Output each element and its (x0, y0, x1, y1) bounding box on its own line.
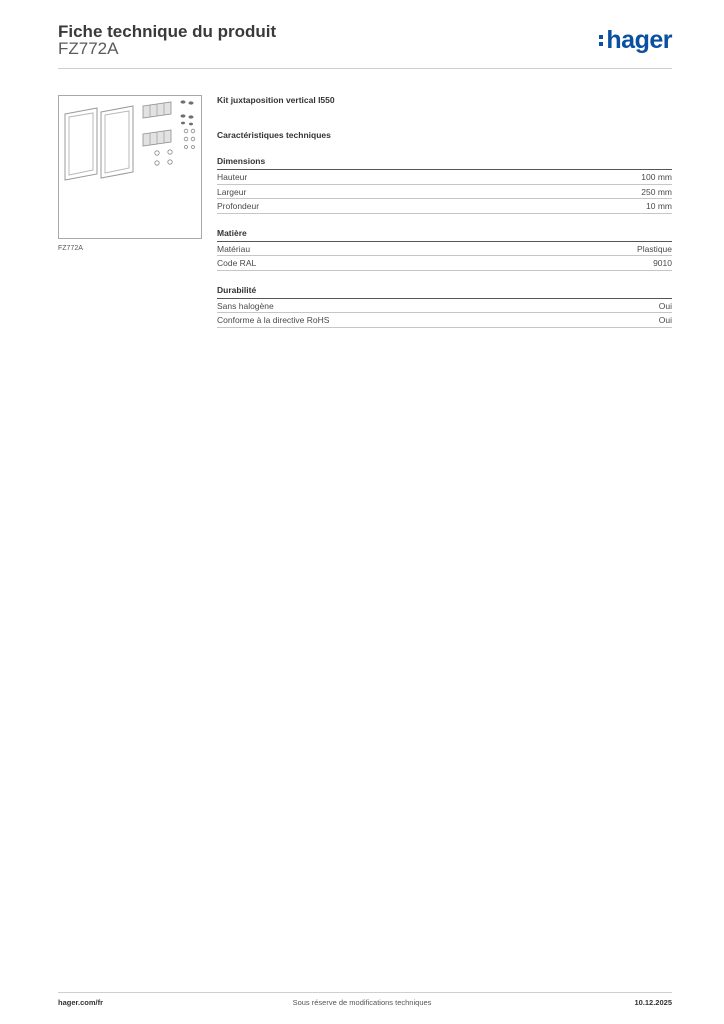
page-header (58, 22, 672, 68)
product-image (58, 95, 202, 239)
spec-label: Profondeur (217, 201, 260, 211)
section-dimensions (217, 156, 672, 214)
spec-label: Largeur (217, 186, 247, 197)
spec-label: Matériau (217, 243, 251, 254)
spec-row (217, 170, 672, 185)
section-title: Matière (217, 228, 672, 242)
image-caption: FZ772A (58, 245, 83, 252)
footer-disclaimer: Sous réserve de modifications techniques (292, 998, 432, 1007)
spec-row (217, 256, 672, 271)
spec-value: 9010 (653, 258, 672, 268)
footer-date: 10.12.2025 (634, 998, 672, 1007)
spec-value: 10 mm (646, 201, 672, 211)
spec-value: Plastique (637, 243, 672, 254)
logo-colon-icon (599, 35, 603, 46)
specs-heading: Caractéristiques techniques (217, 130, 331, 140)
section-material (217, 228, 672, 271)
spec-label: Sans halogène (217, 300, 274, 311)
spec-value: 250 mm (641, 186, 672, 197)
section-durability (217, 285, 672, 328)
spec-row (217, 313, 672, 328)
product-code: FZ772A (58, 39, 119, 58)
spec-label: Code RAL (217, 258, 257, 268)
header-divider (58, 68, 672, 69)
section-title: Durabilité (217, 285, 672, 299)
specifications (217, 95, 672, 328)
page-title: Fiche technique du produit (58, 22, 277, 41)
spec-row (217, 199, 672, 214)
spec-value: Oui (658, 300, 672, 311)
spec-row (217, 299, 672, 314)
spec-row (217, 242, 672, 257)
section-title: Dimensions (217, 156, 672, 170)
footer-website-link[interactable]: hager.com/fr (58, 998, 104, 1007)
spec-label: Hauteur (217, 172, 248, 182)
spec-value: 100 mm (641, 172, 672, 182)
spec-label: Conforme à la directive RoHS (217, 315, 330, 325)
spec-value: Oui (658, 315, 672, 325)
product-illustration (59, 96, 201, 238)
hager-logo[interactable] (599, 26, 672, 54)
footer-divider (58, 992, 672, 993)
product-name: Kit juxtaposition vertical I550 (217, 95, 335, 105)
spec-row (217, 185, 672, 200)
logo-text: hager (606, 25, 672, 54)
